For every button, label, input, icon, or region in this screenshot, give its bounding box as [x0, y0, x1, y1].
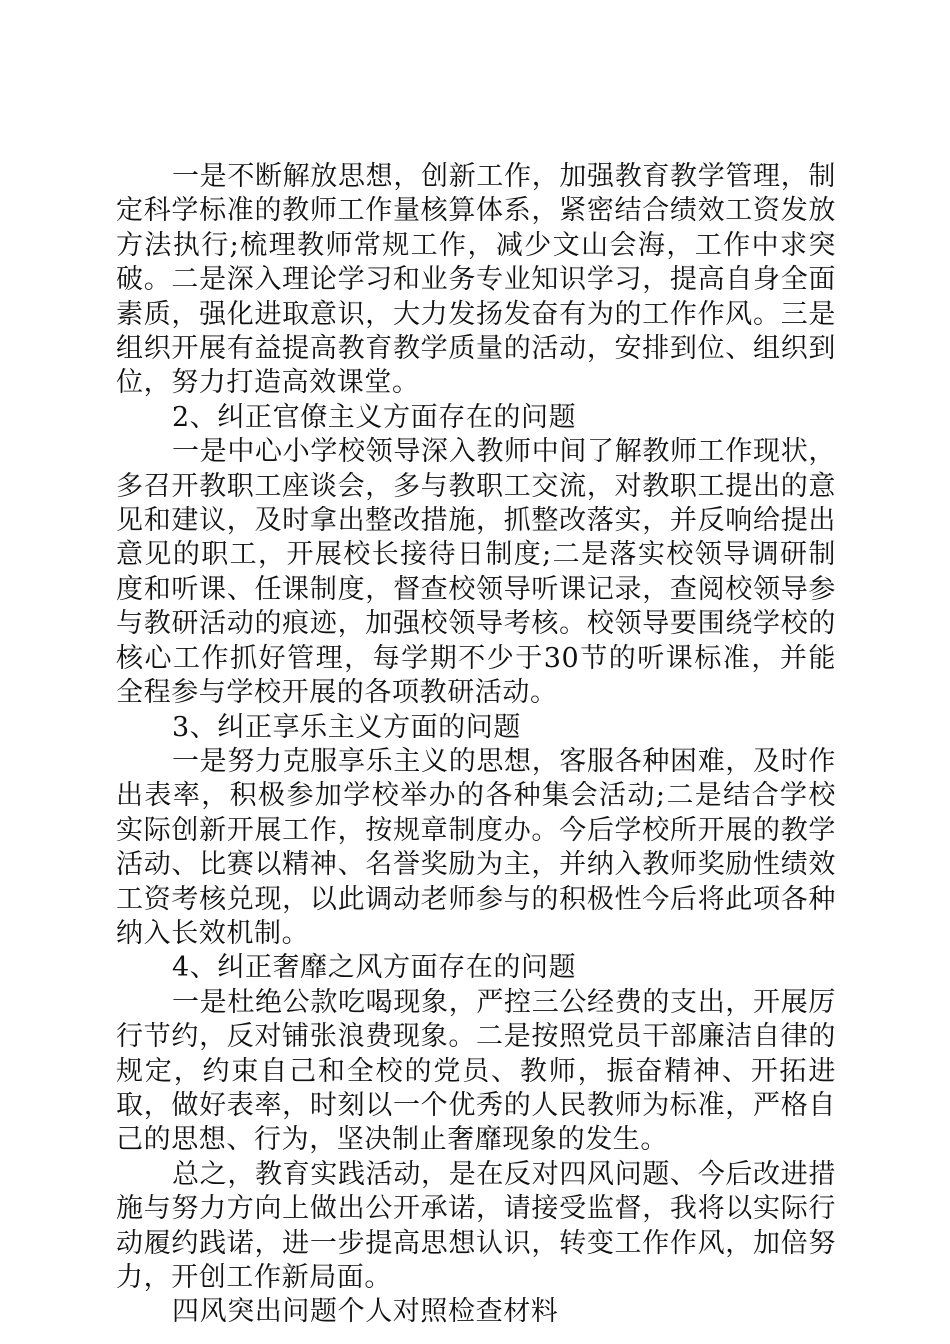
document-title-next: 四风突出问题个人对照检查材料: [172, 1296, 559, 1328]
document-body: [116, 160, 836, 1330]
paragraph-hedonism: 一是努力克服享乐主义的思想，客服各种困难，及时作出表率，积极参加学校举办的各种集会活动;二是结合学校实际创新开展工作，按规章制度办。今后学校所开展的教学活动、比赛以精神、名誉奖励为主，并纳入教师奖励性绩效工资考核兑现，以此调动老师参与的积极性今后将此项各种纳入长效机制。: [116, 745, 836, 949]
paragraph-extravagance: 一是杜绝公款吃喝现象，严控三公经费的支出，开展厉行节约，反对铺张浪费现象。二是按照党员干部廉洁自律的规定，约束自己和全校的党员、教师，振奋精神、开拓进取，做好表率，时刻以一个优秀的人民教师为标准，严格自己的思想、行为，坚决制止奢靡现象的发生。: [116, 986, 836, 1156]
paragraph-conclusion: 总之，教育实践活动，是在反对四风问题、今后改进措施与努力方向上做出公开承诺，请接受监督，我将以实际行动履约践诺，进一步提高思想认识，转变工作作风，加倍努力，开创工作新局面。: [116, 1158, 836, 1293]
paragraph-bureaucratism: 一是中心小学校领导深入教师中间了解教师工作现状，多召开教职工座谈会，多与教职工交流，对教职工提出的意见和建议，及时拿出整改措施，抓整改落实，并反响给提出意见的职工，开展校长接待日制度;二是落实校领导调研制度和听课、任课制度，督查校领导听课记录，查阅校领导参与教研活动的痕迹，加强校领导考核。校领导要围绕学校的核心工作抓好管理，每学期不少于30节的听课标准，并能全程参与学校开展的各项教研活动。: [116, 436, 836, 709]
heading-hedonism: 3、纠正享乐主义方面的问题: [172, 711, 521, 743]
heading-bureaucratism: 2、纠正官僚主义方面存在的问题: [172, 401, 577, 433]
paragraph-measures-intro: 一是不断解放思想，创新工作，加强教育教学管理，制定科学标准的教师工作量核算体系，紧密结合绩效工资发放方法执行;梳理教师常规工作，减少文山会海，工作中求突破。二是深入理论学习和业务专业知识学习，提高自身全面素质，强化进取意识，大力发扬发奋有为的工作作风。三是组织开展有益提高教育教学质量的活动，安排到位、组织到位，努力打造高效课堂。: [116, 161, 836, 399]
heading-extravagance: 4、纠正奢靡之风方面存在的问题: [172, 952, 577, 984]
